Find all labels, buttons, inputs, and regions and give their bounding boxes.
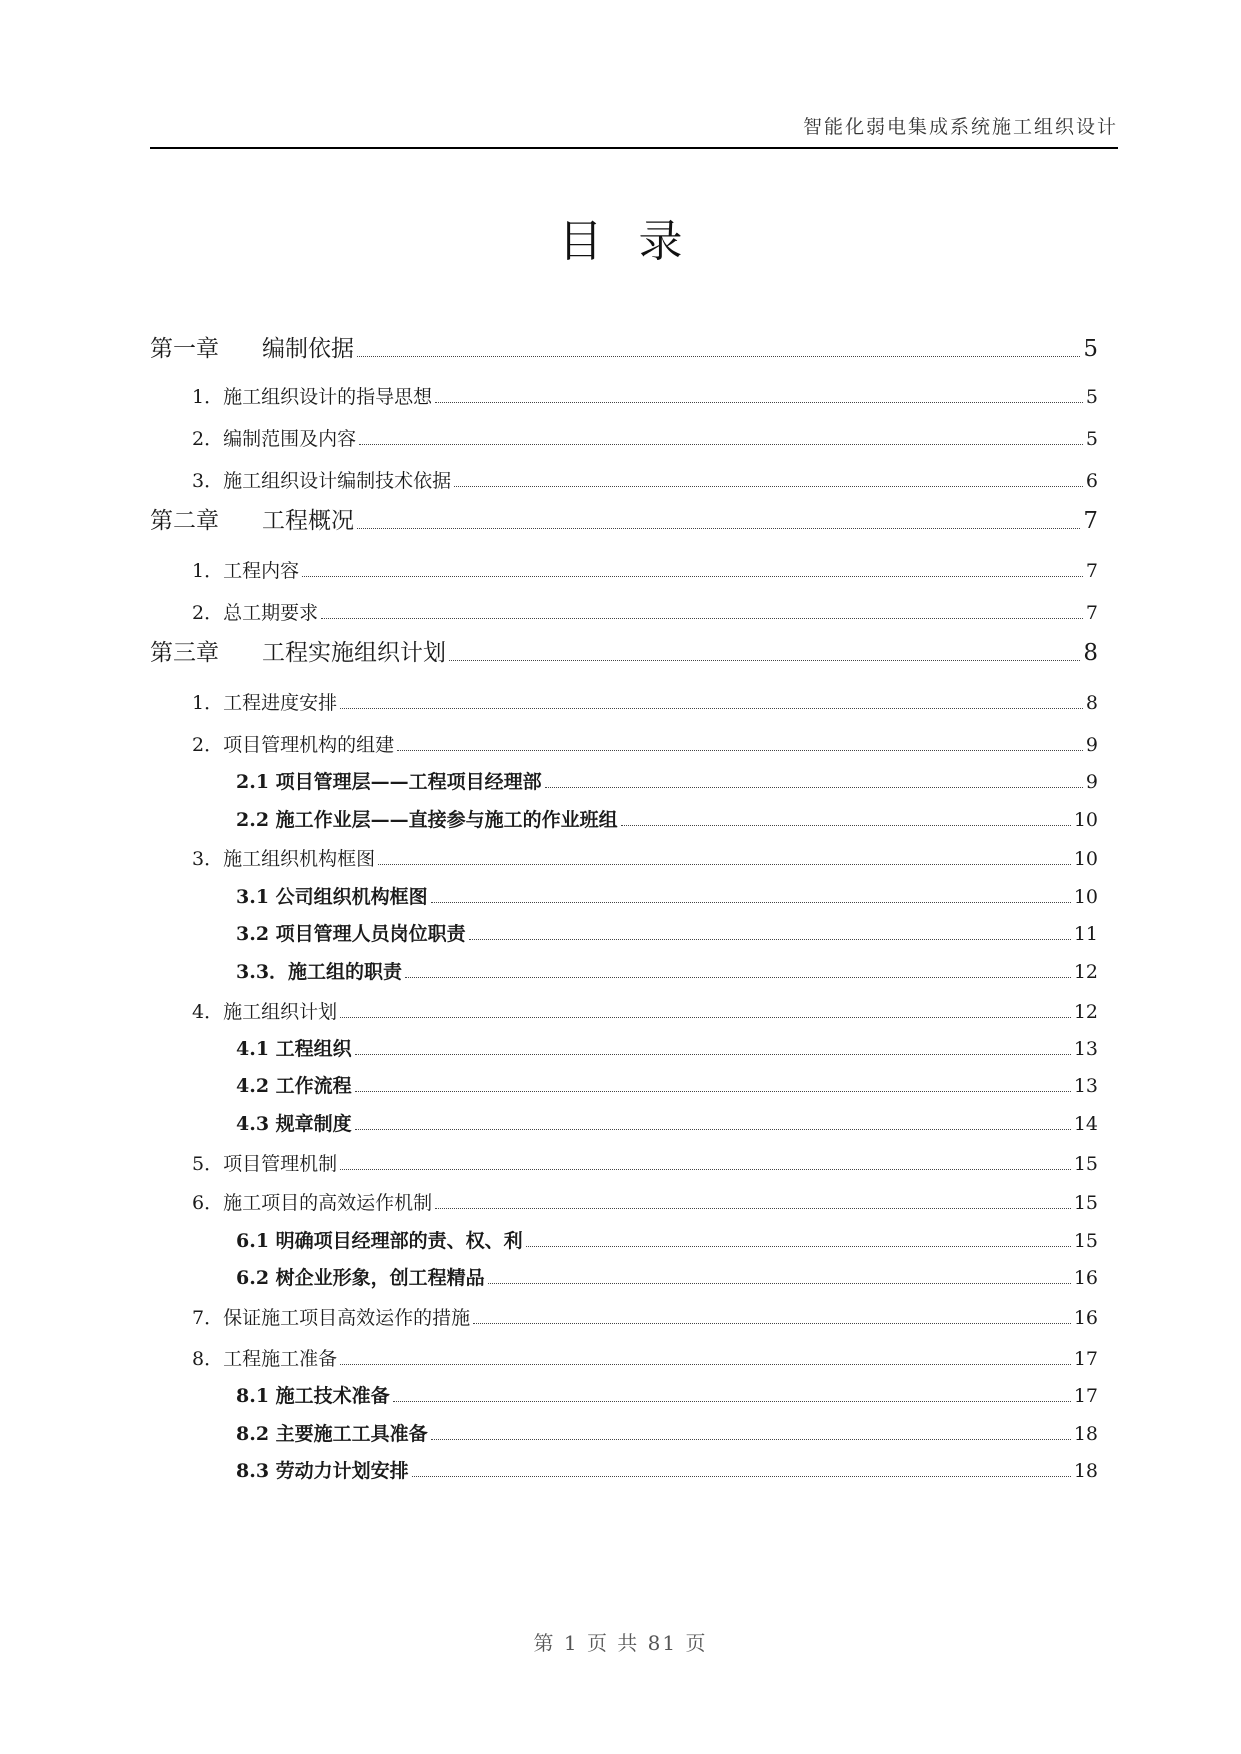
toc-entry[interactable] bbox=[192, 424, 1098, 451]
toc-entry[interactable] bbox=[192, 382, 1098, 409]
toc-leader-dots bbox=[355, 1090, 1071, 1092]
toc-entry-label: 3.1 公司组织机构框图 bbox=[236, 886, 428, 908]
toc-leader-dots bbox=[302, 575, 1083, 577]
toc-entry[interactable] bbox=[236, 767, 1098, 794]
toc-entry-label: 3.2 项目管理人员岗位职责 bbox=[236, 923, 466, 945]
toc-leader-dots bbox=[357, 355, 1080, 357]
toc-page-number: 12 bbox=[1073, 961, 1098, 983]
toc-entry-label: 工程实施组织计划 bbox=[262, 640, 446, 666]
toc-page-number: 9 bbox=[1085, 771, 1098, 793]
toc-entry[interactable] bbox=[192, 997, 1098, 1024]
toc-leader-dots bbox=[340, 1016, 1071, 1018]
toc-page-number: 12 bbox=[1073, 1001, 1098, 1023]
toc-entry-label: 工程概况 bbox=[262, 508, 354, 534]
toc-page-number: 8 bbox=[1083, 640, 1098, 666]
toc-entry[interactable] bbox=[236, 1381, 1098, 1408]
toc-chapter-number: 第二章 bbox=[150, 508, 219, 534]
toc-entry-label: 2.2 施工作业层——直接参与施工的作业班组 bbox=[236, 809, 618, 831]
toc-page-number: 5 bbox=[1083, 336, 1098, 362]
toc-entry-label: 2.1 项目管理层——工程项目经理部 bbox=[236, 771, 542, 793]
toc-page-number: 13 bbox=[1073, 1075, 1098, 1097]
toc-leader-dots bbox=[340, 1168, 1071, 1170]
toc-entry-label: 6.2 树企业形象，创工程精品 bbox=[236, 1267, 485, 1289]
toc-entry[interactable] bbox=[236, 805, 1098, 832]
toc-entry[interactable] bbox=[192, 1344, 1098, 1371]
toc-page-number: 7 bbox=[1085, 602, 1098, 624]
toc-leader-dots bbox=[321, 617, 1083, 619]
toc-entry-label: 3.3．施工组的职责 bbox=[236, 961, 403, 983]
toc-page-number: 6 bbox=[1085, 470, 1098, 492]
toc-entry[interactable] bbox=[236, 1071, 1098, 1098]
toc-entry[interactable] bbox=[192, 598, 1098, 625]
toc-page-number: 5 bbox=[1085, 386, 1098, 408]
toc-leader-dots bbox=[412, 1475, 1071, 1477]
toc-page-number: 15 bbox=[1073, 1230, 1098, 1252]
toc-leader-dots bbox=[431, 901, 1071, 903]
toc-leader-dots bbox=[405, 976, 1071, 978]
toc-leader-dots bbox=[357, 527, 1080, 529]
toc-entry-label: 3．施工组织设计编制技术依据 bbox=[192, 470, 452, 492]
toc-page-number: 7 bbox=[1083, 508, 1098, 534]
toc-page-number: 13 bbox=[1073, 1038, 1098, 1060]
toc-entry-label: 2．编制范围及内容 bbox=[192, 428, 357, 450]
toc-entry[interactable] bbox=[236, 1109, 1098, 1136]
toc-entry[interactable] bbox=[236, 919, 1098, 946]
toc-entry-label: 6.1 明确项目经理部的责、权、利 bbox=[236, 1230, 523, 1252]
toc-entry[interactable] bbox=[236, 1263, 1098, 1290]
toc-page-number: 16 bbox=[1073, 1307, 1098, 1329]
toc-entry[interactable] bbox=[150, 634, 1098, 667]
page-title: 目录 bbox=[558, 216, 719, 267]
toc-leader-dots bbox=[469, 938, 1071, 940]
toc-page-number: 10 bbox=[1073, 809, 1098, 831]
header-rule bbox=[150, 147, 1118, 149]
toc-entry[interactable] bbox=[236, 1419, 1098, 1446]
toc-leader-dots bbox=[435, 401, 1083, 403]
toc-page-number: 5 bbox=[1085, 428, 1098, 450]
toc-leader-dots bbox=[449, 659, 1080, 661]
toc-leader-dots bbox=[340, 1363, 1071, 1365]
toc-leader-dots bbox=[340, 707, 1083, 709]
toc-entry-label: 5．项目管理机制 bbox=[192, 1153, 338, 1175]
toc-leader-dots bbox=[526, 1245, 1071, 1247]
toc-entry[interactable] bbox=[192, 1149, 1098, 1176]
toc-entry[interactable] bbox=[236, 1034, 1098, 1061]
toc-entry-label: 8.1 施工技术准备 bbox=[236, 1385, 390, 1407]
toc-entry-label: 4.2 工作流程 bbox=[236, 1075, 352, 1097]
toc-entry-label: 4.1 工程组织 bbox=[236, 1038, 352, 1060]
toc-entry-label: 8.3 劳动力计划安排 bbox=[236, 1460, 409, 1482]
toc-chapter-number: 第三章 bbox=[150, 640, 219, 666]
toc-page-number: 11 bbox=[1073, 923, 1098, 945]
toc-entry[interactable] bbox=[192, 1303, 1098, 1330]
toc-entry[interactable] bbox=[236, 1226, 1098, 1253]
toc-leader-dots bbox=[378, 863, 1071, 865]
toc-entry-label: 4.3 规章制度 bbox=[236, 1113, 352, 1135]
toc-page-number: 17 bbox=[1073, 1385, 1098, 1407]
page-footer: 第 1 页 共 81 页 bbox=[533, 1631, 708, 1655]
toc-entry[interactable] bbox=[150, 330, 1098, 363]
toc-entry[interactable] bbox=[192, 466, 1098, 493]
toc-entry[interactable] bbox=[192, 844, 1098, 871]
toc-entry[interactable] bbox=[236, 882, 1098, 909]
toc-leader-dots bbox=[397, 749, 1083, 751]
toc-leader-dots bbox=[488, 1282, 1071, 1284]
toc-entry-label: 编制依据 bbox=[262, 336, 354, 362]
toc-entry[interactable] bbox=[192, 556, 1098, 583]
toc-leader-dots bbox=[393, 1400, 1071, 1402]
toc-entry-label: 1．工程进度安排 bbox=[192, 692, 338, 714]
toc-entry-label: 4．施工组织计划 bbox=[192, 1001, 338, 1023]
toc-entry-label: 8.2 主要施工工具准备 bbox=[236, 1423, 428, 1445]
toc-entry-label: 1．施工组织设计的指导思想 bbox=[192, 386, 433, 408]
toc-entry[interactable] bbox=[192, 730, 1098, 757]
toc-entry[interactable] bbox=[192, 688, 1098, 715]
toc-leader-dots bbox=[435, 1207, 1071, 1209]
toc-leader-dots bbox=[431, 1438, 1071, 1440]
toc-page-number: 16 bbox=[1073, 1267, 1098, 1289]
toc-entry-label: 8．工程施工准备 bbox=[192, 1348, 338, 1370]
toc-leader-dots bbox=[359, 443, 1083, 445]
toc-page-number: 15 bbox=[1073, 1192, 1098, 1214]
toc-chapter-number: 第一章 bbox=[150, 336, 219, 362]
toc-leader-dots bbox=[545, 786, 1083, 788]
toc-page-number: 10 bbox=[1073, 886, 1098, 908]
toc-entry[interactable] bbox=[236, 1456, 1098, 1483]
toc-leader-dots bbox=[454, 485, 1083, 487]
toc-entry[interactable] bbox=[236, 957, 1098, 984]
toc-page-number: 7 bbox=[1085, 560, 1098, 582]
toc-leader-dots bbox=[473, 1322, 1071, 1324]
toc-entry-label: 6．施工项目的高效运作机制 bbox=[192, 1192, 433, 1214]
toc-entry-label: 3．施工组织机构框图 bbox=[192, 848, 376, 870]
toc-page-number: 18 bbox=[1073, 1460, 1098, 1482]
toc-entry[interactable] bbox=[150, 502, 1098, 535]
toc-page-number: 18 bbox=[1073, 1423, 1098, 1445]
toc-leader-dots bbox=[355, 1128, 1071, 1130]
toc-page-number: 8 bbox=[1085, 692, 1098, 714]
toc-leader-dots bbox=[355, 1053, 1071, 1055]
running-header: 智能化弱电集成系统施工组织设计 bbox=[802, 116, 1118, 138]
toc-page-number: 14 bbox=[1073, 1113, 1098, 1135]
toc-page-number: 17 bbox=[1073, 1348, 1098, 1370]
toc-entry-label: 2．总工期要求 bbox=[192, 602, 319, 624]
toc-entry-label: 7．保证施工项目高效运作的措施 bbox=[192, 1307, 471, 1329]
toc-page-number: 10 bbox=[1073, 848, 1098, 870]
toc-entry-label: 1．工程内容 bbox=[192, 560, 300, 582]
toc-page-number: 9 bbox=[1085, 734, 1098, 756]
toc-entry-label: 2．项目管理机构的组建 bbox=[192, 734, 395, 756]
toc-entry[interactable] bbox=[192, 1188, 1098, 1215]
toc-leader-dots bbox=[621, 824, 1071, 826]
toc-page-number: 15 bbox=[1073, 1153, 1098, 1175]
